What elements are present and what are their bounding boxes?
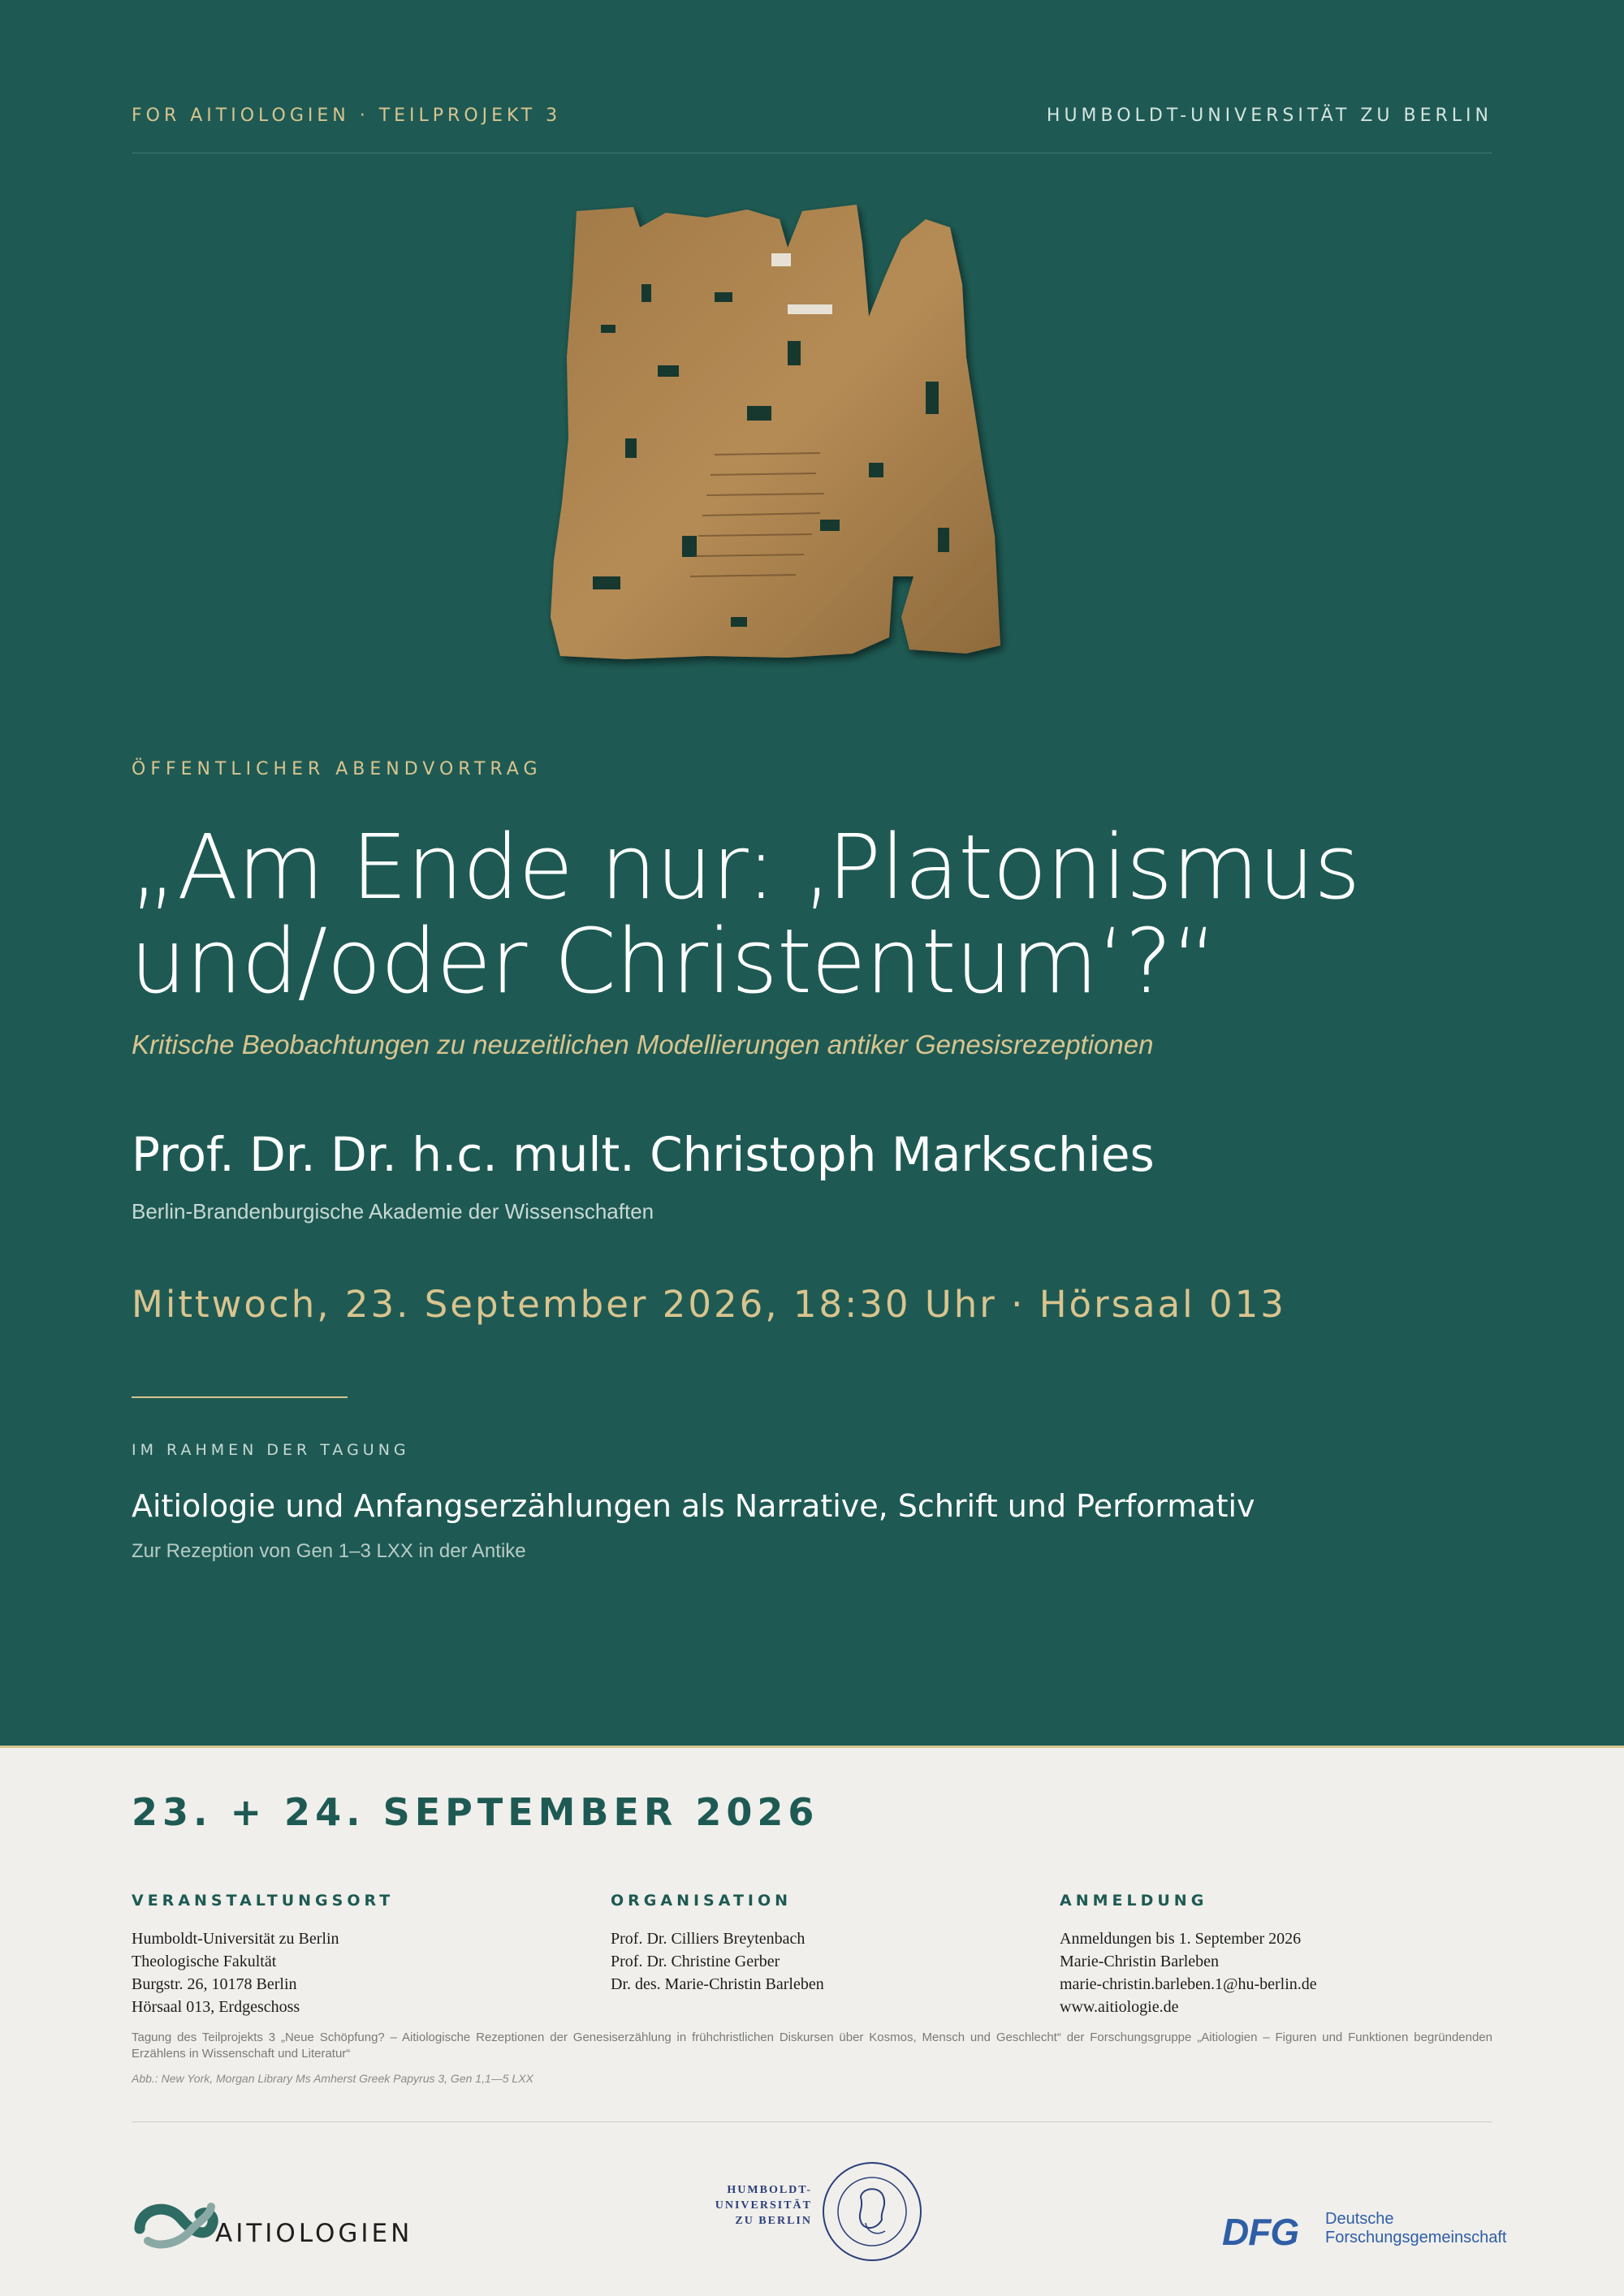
hu-line-1: HUMBOLDT- [727,2184,812,2196]
hu-line-2: UNIVERSITÄT [715,2199,812,2212]
column-heading: VERANSTALTUNGSORT [132,1892,395,1910]
column-line: Hörsaal 013, Erdgeschoss [132,1998,300,2016]
dfg-line-2: Forschungsgemeinschaft [1325,2229,1507,2246]
registration-column [1060,1892,1317,2018]
venue-column [132,1892,394,2018]
column-line: Humboldt-Universität zu Berlin [132,1930,339,1948]
image-credit: Abb.: New York, Morgan Library Ms Amherst Greek Papyrus 3, Gen 1,1—5 LXX [132,2072,533,2085]
column-heading: ORGANISATION [611,1892,793,1910]
papyrus-fragment-icon [544,195,1080,674]
speaker-name: Prof. Dr. Dr. h.c. mult. Christoph Markschies [132,1127,1155,1182]
title-line-1: „Am Ende nur: ‚Platonismus [130,815,1360,919]
column-line: Prof. Dr. Cilliers Breytenbach [611,1930,806,1948]
column-line: Dr. des. Marie-Christin Barleben [611,1975,824,1993]
speaker-affiliation: Berlin-Brandenburgische Akademie der Wissenschaften [132,1199,654,1224]
lecture-subtitle: Kritische Beobachtungen zu neuzeitlichen Modellierungen antiker Genesisrezeptionen [132,1029,1154,1060]
column-heading: ANMELDUNG [1060,1892,1208,1910]
hu-wordmark [706,2182,812,2229]
lecture-title [130,815,1510,1013]
website-link[interactable]: www.aitiologie.de [1060,1998,1179,2016]
hu-seal-icon [820,2160,924,2264]
fineprint: Tagung des Teilprojekts 3 „Neue Schöpfung? – Aitiologische Rezeptionen der Genesiserzählung in frühchristlichen Diskursen über Kosmos, Mensch und Geschlecht“ der Forschungsgruppe „Aitiologien – Figuren und Funktionen begründenden Erzählens in Wissenschaft und Literatur“ [132,2031,1492,2061]
university-label: HUMBOLDT-UNIVERSITÄT ZU BERLIN [1046,106,1492,126]
project-label: FOR AITIOLOGIEN · TEILPROJEKT 3 [132,106,562,126]
conference-subtitle: Zur Rezeption von Gen 1–3 LXX in der Antike [132,1540,526,1562]
title-line-2: und/oder Christentum‘?“ [130,909,1217,1013]
conference-dates: 23. + 24. SEPTEMBER 2026 [132,1790,819,1834]
lecture-datetime: Mittwoch, 23. September 2026, 18:30 Uhr · Hörsaal 013 [132,1283,1286,1326]
email-link[interactable]: marie-christin.barleben.1@hu-berlin.de [1060,1975,1317,1993]
column-line: Prof. Dr. Christine Gerber [611,1953,780,1970]
column-line: Theologische Fakultät [132,1953,277,1970]
conference-kicker: IM RAHMEN DER TAGUNG [132,1441,410,1459]
organisation-column [611,1892,824,1996]
footer-rule [132,2121,1492,2122]
column-line: Marie-Christin Barleben [1060,1953,1220,1970]
conference-title: Aitiologie und Anfangserzählungen als Narrative, Schrift und Performativ [132,1488,1255,1524]
aitiologien-wordmark: AITIOLOGIEN [215,2219,413,2248]
lecture-kicker: ÖFFENTLICHER ABENDVORTRAG [132,759,542,779]
column-line: Burgstr. 26, 10178 Berlin [132,1975,297,1993]
hu-line-3: ZU BERLIN [735,2215,812,2227]
column-line: Anmeldungen bis 1. September 2026 [1060,1930,1302,1948]
dfg-line-1: Deutsche [1325,2210,1394,2228]
dfg-name [1325,2210,1506,2247]
accent-rule [132,1396,348,1398]
dfg-logo: DFG [1222,2211,1299,2253]
